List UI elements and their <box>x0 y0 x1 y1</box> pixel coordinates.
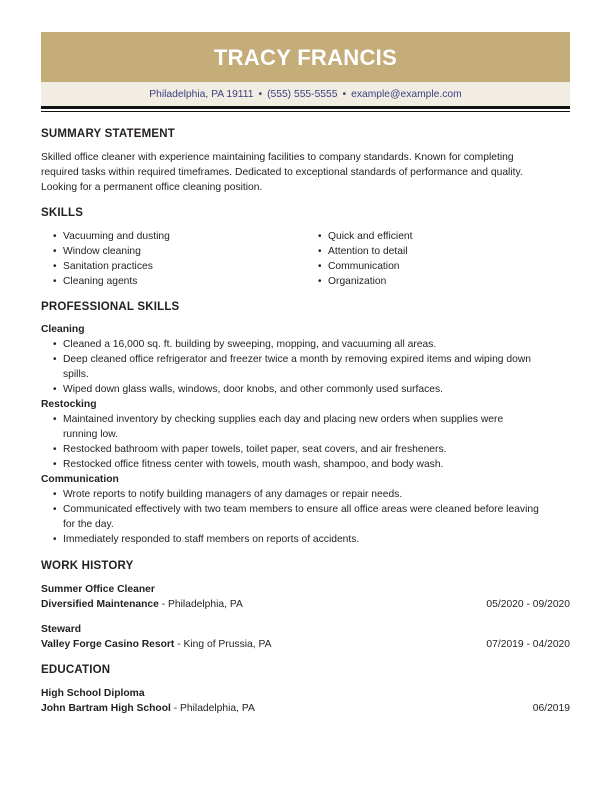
education-heading: EDUCATION <box>41 664 111 676</box>
job-dates: 07/2019 - 04/2020 <box>486 639 570 650</box>
skills-list-left <box>41 229 281 289</box>
work-history-heading: WORK HISTORY <box>41 560 134 572</box>
skill-detail-item: • Immediately responded to staff members on reports of accidents. <box>41 532 570 547</box>
skill-group-list <box>41 337 570 397</box>
skill-detail-item: • Wrote reports to notify building managers of any damages or repair needs. <box>41 487 570 502</box>
skill-group-title: Cleaning <box>41 324 85 335</box>
skill-group-list <box>41 412 570 472</box>
contact-separator: • <box>342 88 347 100</box>
summary-heading: SUMMARY STATEMENT <box>41 128 175 140</box>
skill-item: • Quick and efficient <box>306 229 546 244</box>
skill-detail-item: • Communicated effectively with two team members to ensure all office areas were cleaned before leaving for the day. <box>41 502 570 532</box>
summary-text <box>41 150 570 195</box>
job-dates: 05/2020 - 09/2020 <box>486 599 570 610</box>
candidate-name: TRACY FRANCIS <box>213 44 398 70</box>
employer-name: Diversified Maintenance <box>41 599 159 610</box>
skill-item: • Communication <box>306 259 546 274</box>
skill-item: • Attention to detail <box>306 244 546 259</box>
skills-list-right <box>306 229 546 289</box>
skill-group-title: Restocking <box>41 399 97 410</box>
school-line <box>41 701 255 716</box>
job-employer-line <box>41 597 243 612</box>
contact-email: example@example.com <box>351 88 462 100</box>
professional-skills-heading: PROFESSIONAL SKILLS <box>41 301 180 313</box>
skill-group-list <box>41 487 570 547</box>
header-divider-thin <box>41 111 570 112</box>
school-location: - Philadelphia, PA <box>170 703 255 714</box>
name-banner <box>41 32 570 82</box>
skill-detail-item: • Restocked office fitness center with towels, mouth wash, shampoo, and body wash. <box>41 457 570 472</box>
skill-item: • Vacuuming and dusting <box>41 229 281 244</box>
contact-separator: • <box>258 88 263 100</box>
school-row <box>41 701 570 716</box>
skill-group-title: Communication <box>41 474 119 485</box>
summary-line: required tasks within required timeframes. Dedicated to exceptional standards of performance and quality. <box>41 167 523 178</box>
job-title: Summer Office Cleaner <box>41 584 155 595</box>
skill-item: • Sanitation practices <box>41 259 281 274</box>
contact-location: Philadelphia, PA 19111 <box>149 88 254 100</box>
skill-detail-item: • Cleaned a 16,000 sq. ft. building by sweeping, mopping, and vacuuming all areas. <box>41 337 570 352</box>
job-employer-line <box>41 637 271 652</box>
skill-detail-item: • Maintained inventory by checking supplies each day and placing new orders when supplies were running low. <box>41 412 570 442</box>
job-employer-row <box>41 637 570 652</box>
skill-item: • Window cleaning <box>41 244 281 259</box>
skill-item: • Organization <box>306 274 546 289</box>
professional-skills-body <box>41 322 570 547</box>
employer-location: - King of Prussia, PA <box>174 639 272 650</box>
school-name: John Bartram High School <box>41 703 171 714</box>
job-employer-row <box>41 597 570 612</box>
header-divider-thick <box>41 106 570 109</box>
skill-item: • Cleaning agents <box>41 274 281 289</box>
degree-title: High School Diploma <box>41 688 145 699</box>
graduation-date: 06/2019 <box>532 703 570 714</box>
contact-bar <box>41 82 570 106</box>
skill-detail-item: • Deep cleaned office refrigerator and freezer twice a month by removing expired items and wiping down spills. <box>41 352 570 382</box>
job-entry <box>41 582 570 612</box>
job-title: Steward <box>41 624 82 635</box>
skills-heading: SKILLS <box>41 207 84 219</box>
job-entry <box>41 622 570 652</box>
education-entry <box>41 686 570 716</box>
contact-phone: (555) 555-5555 <box>267 88 338 100</box>
summary-line: Looking for a permanent office cleaning position. <box>41 182 263 193</box>
summary-line: Skilled office cleaner with experience maintaining facilities to company standards. Known for completing <box>41 152 514 163</box>
employer-name: Valley Forge Casino Resort <box>41 639 175 650</box>
employer-location: - Philadelphia, PA <box>158 599 243 610</box>
skill-detail-item: • Wiped down glass walls, windows, door knobs, and other commonly used surfaces. <box>41 382 570 397</box>
skill-detail-item: • Restocked bathroom with paper towels, toilet paper, seat covers, and air fresheners. <box>41 442 570 457</box>
